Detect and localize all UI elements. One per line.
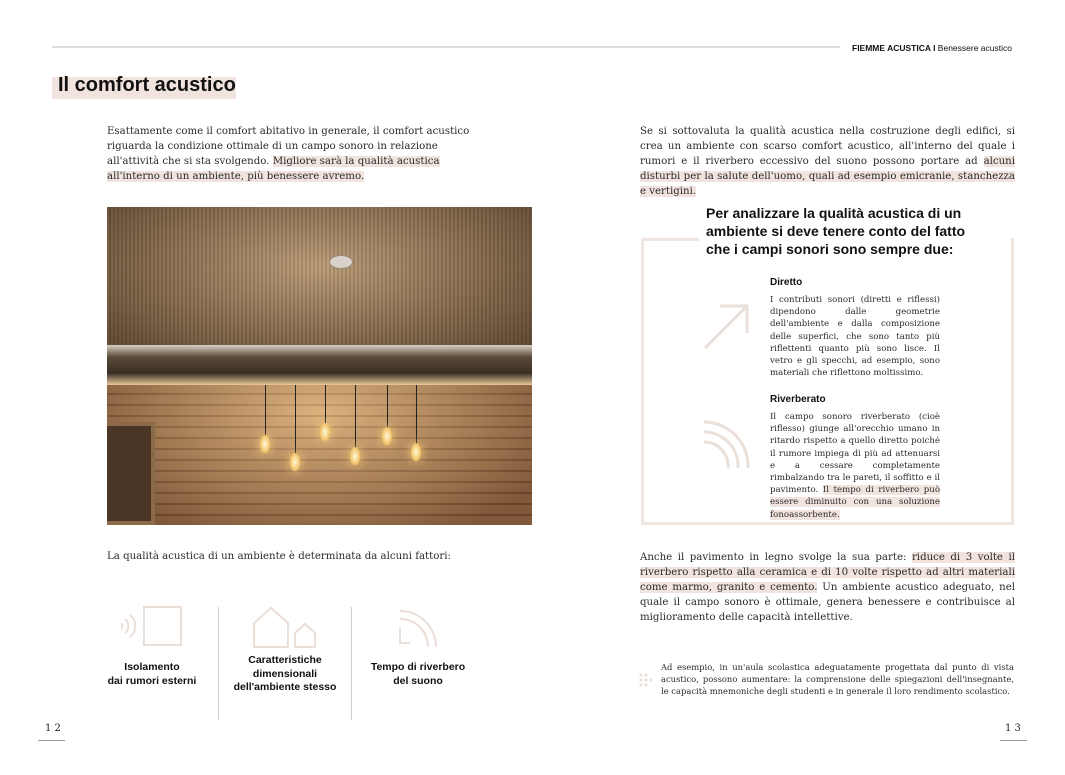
page-number-rule [38, 740, 65, 741]
houses-icon [252, 605, 322, 649]
left-intro-text: Esattamente come il comfort abitativo in generale, il comfort acustico riguarda la condizione ottimale di un campo sonoro in relazione all'attività che si sta svolgendo. [107, 126, 470, 167]
right-intro [640, 124, 1015, 199]
floor-highlight: riduce di 3 volte il riverbero rispetto alla ceramica e di 10 volte rispetto ad altri materiali come marmo, granito e cemento. [640, 552, 1015, 593]
riverberato-highlight: Il tempo di riverbero può essere diminuito con una soluzione fonoassorbente. [770, 485, 941, 520]
factor-caratteristiche [225, 654, 345, 695]
left-intro-highlight: Migliore sarà la qualità acustica all'interno di un ambiente, più benessere avremo. [107, 156, 440, 182]
left-intro [107, 124, 487, 184]
page-title-text: Il comfort acustico [58, 74, 236, 96]
page-number-rule [1000, 740, 1027, 741]
page-title [52, 74, 236, 99]
factor-label: dimensionali [252, 667, 318, 680]
page-number-right: 1 3 [1005, 723, 1021, 734]
riverberato-text [770, 411, 940, 521]
factor-divider [351, 607, 352, 720]
factor-label: Tempo di riverbero [370, 661, 466, 673]
page-number-left: 1 2 [45, 723, 61, 734]
dots-icon [639, 673, 653, 687]
diretto-text: I contributi sonori (diretti e riflessi) dipendono dalle geometrie dell'ambiente e dalla composizione delle superfici, che sono tanto più riflettenti quanto più sono lisce. Il vetro e gli specchi, ad esempio, sono materiali che riflettono moltissimo. [770, 295, 940, 379]
arrow-up-right-icon [702, 303, 750, 351]
riverberato-title: Riverberato [770, 394, 826, 405]
riverberato-body: Il campo sonoro riverberato (cioè riflesso) giunge all'orecchio umano in ritardo rispetto a quello diretto poiché il rumore impiega di più ad attenuarsi e a cessare completamente rimbalzando tra le pareti, il soffitto e il pavimento. [770, 412, 940, 496]
header-section: Benessere acustico [937, 43, 1012, 53]
sound-wall-icon [118, 605, 184, 649]
factor-label: dell'ambiente stesso [233, 681, 337, 693]
header-brand: FIEMME ACUSTICA [852, 43, 931, 53]
factor-label: Caratteristiche [248, 654, 322, 666]
reverb-arcs-icon [396, 605, 440, 649]
right-intro-text: Se si sottovaluta la qualità acustica nella costruzione degli edifici, si crea un ambiente con scarso comfort acustico, all'interno del quale i rumori e il riverbero eccessivo del suono possono portare ad [640, 126, 1015, 167]
factor-label: Isolamento [124, 661, 180, 673]
factors-intro: La qualità acustica di un ambiente è determinata da alcuni fattori: [107, 551, 451, 562]
example-note: Ad esempio, in un'aula scolastica adeguatamente progettata dal punto di vista acustico, possono aumentare: la comprensione delle spiegazioni dell'insegnante, le capacità mnemoniche degli studenti e in generale il loro rendimento scolastico. [661, 662, 1014, 696]
factor-label: del suono [393, 674, 443, 687]
factor-divider [218, 607, 219, 720]
box-heading: Per analizzare la qualità acustica di un ambiente si deve tenere conto del fatto che i campi sonori sono sempre due: [706, 204, 996, 258]
frame-top-segment [641, 238, 699, 241]
factor-label: dai rumori esterni [107, 674, 197, 687]
floor-paragraph [640, 550, 1015, 625]
diretto-title: Diretto [770, 277, 803, 288]
floor-lead: Anche il pavimento in legno svolge la sua parte: [640, 552, 912, 563]
header-rule [52, 46, 840, 48]
smoke-detector [329, 255, 353, 269]
factor-isolamento [96, 661, 208, 688]
floor-rest: Un ambiente acustico adeguato, nel quale il campo sonoro è ottimale, genera benessere e contribuisce al miglioramento delle capacità intellettive. [640, 582, 1015, 623]
header-separator: I [930, 43, 938, 53]
running-header [852, 43, 1012, 53]
right-intro-highlight: alcuni disturbi per la salute dell'uomo, quali ad esempio emicranie, stanchezza e vertigini. [640, 156, 1015, 197]
factor-tempo-riverbero [360, 661, 476, 688]
ceiling-lights-photo [107, 207, 532, 525]
reverb-waves-icon [702, 418, 750, 472]
